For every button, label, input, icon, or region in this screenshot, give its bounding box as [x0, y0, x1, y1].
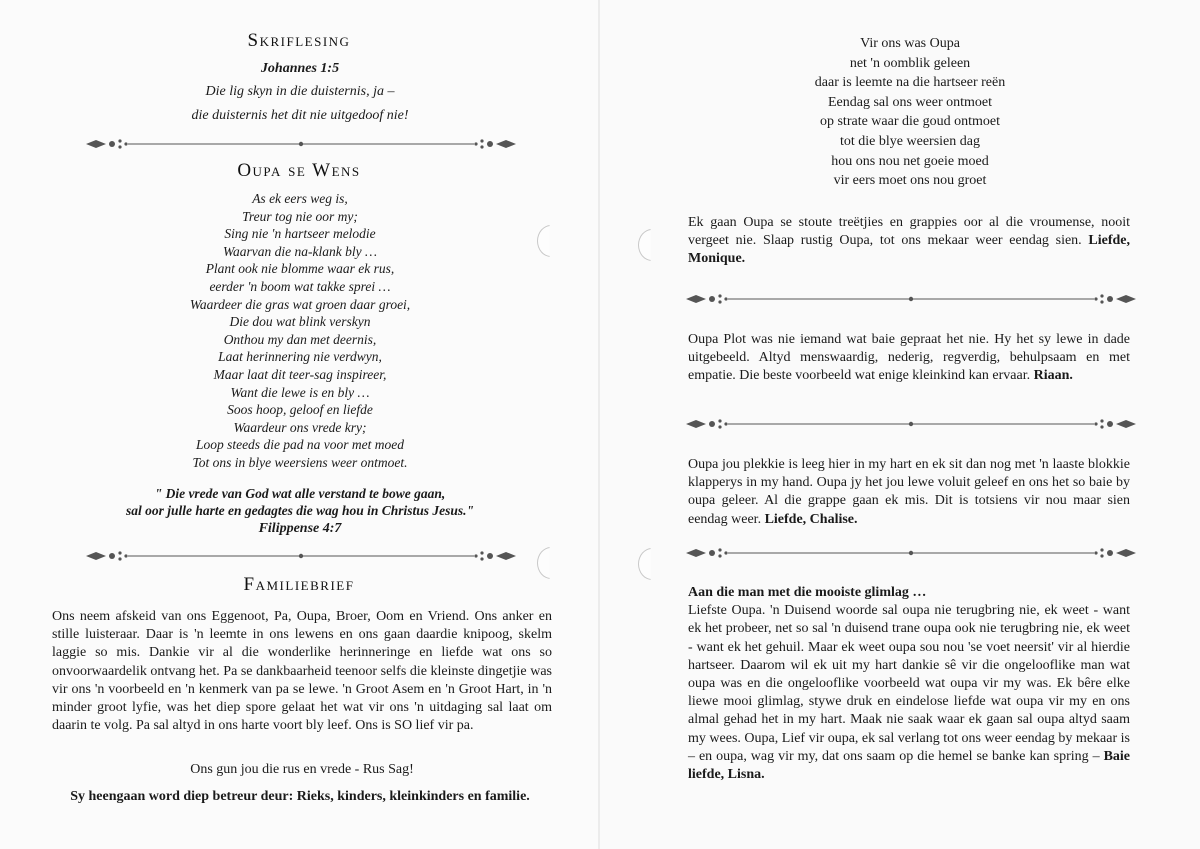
oupa-se-wens-poem	[100, 190, 500, 472]
tribute-lisna	[688, 584, 1130, 784]
quote-line: " Die vrede van God wat alle verstand te bowe gaan,	[154, 486, 446, 501]
filippense-quote	[60, 485, 540, 539]
tribute-body: Ek gaan Oupa se stoute treëtjies en grappies oor al die vroumense, nooit vergeet nie. Slaap rustig Oupa, tot ons mekaar weer eendag sien.	[688, 215, 1130, 249]
tribute-title: Aan die man met die mooiste glimlag …	[688, 585, 927, 600]
ornament-divider	[686, 545, 1136, 561]
mourners-line: Sy heengaan word diep betreur deur: Rieks, kinders, kleinkinders en familie.	[70, 789, 530, 804]
ornament-divider	[86, 136, 516, 152]
oupa-se-wens-heading: Oupa se Wens	[237, 160, 361, 181]
poem-line: Laat herinnering nie verdwyn,	[218, 349, 382, 365]
poem-line: Sing nie 'n hartseer melodie	[224, 226, 376, 242]
tribute-chalise	[688, 456, 1130, 529]
scripture-line: die duisternis het dit nie uitgedoof nie!	[191, 108, 409, 123]
tribute-signature: Riaan.	[1033, 368, 1073, 384]
poem-line: hou ons nou net goeie moed	[831, 153, 989, 169]
scripture-reference: Johannes 1:5	[260, 61, 340, 76]
skriflesing-heading: Skriflesing	[247, 30, 351, 51]
poem-line: Tot ons in blye weersiens weer ontmoet.	[192, 454, 408, 470]
farewell-line: Ons gun jou die rus en vrede - Rus Sag!	[190, 762, 414, 777]
poem-line: Soos hoop, geloof en liefde	[227, 402, 373, 418]
poem-line: eerder 'n boom wat takke sprei …	[209, 278, 391, 294]
poem-line: Vir ons was Oupa	[860, 36, 960, 51]
skriflesing-block	[100, 58, 500, 128]
quote-reference: Filippense 4:7	[258, 521, 342, 536]
tribute-monique	[688, 214, 1130, 269]
poem-line: daar is leemte na die hartseer reën	[814, 75, 1006, 91]
left-page	[0, 0, 598, 849]
poem-line: Maar laat dit teer-sag inspireer,	[213, 366, 387, 382]
tribute-riaan	[688, 331, 1130, 386]
familiebrief-heading: Familiebrief	[243, 574, 355, 595]
poem-line: vir eers moet ons nou groet	[833, 173, 987, 189]
poem-line: net 'n oomblik geleen	[849, 55, 971, 71]
poem-line: As ek eers weg is,	[252, 191, 348, 206]
quote-line: sal oor julle harte en gedagtes die wag hou in Christus Jesus."	[125, 503, 475, 518]
familiebrief-body: Ons neem afskeid van ons Eggenoot, Pa, Oupa, Broer, Oom en Vriend. Ons anker en stille luisteraar. Daar is 'n leemte in ons lewens en ons gaan daardie knipoog, skelm laggie so mis. Dankie vir al die wonderlike herinneringe en liefde wat ons so onvoorwaardelik ontvang het. Pa se dankbaarheid teenoor selfs die kleinste dingetjie was vir ons 'n voorbeeld en 'n kenmerk van pa se lewe. 'n Groot Asem en 'n Groot Hart, in 'n minder groot lyfie, was het diep spore gelaat het wat vir ons 'n uitdaging sal laat om daarin te volg. Pa sal altyd in ons harte voort bly leef. Ons is SO lief vir pa.	[52, 609, 552, 734]
poem-line: op strate waar die goud ontmoet	[819, 114, 1000, 130]
tribute-body: Oupa Plot was nie iemand wat baie gepraat het nie. Hy het sy lewe in dade uitgebeeld. Altyd menswaardig, nederig, regverdig, behulpsaam en met empatie. Die beste voorbeeld wat enige kleinkind kan ervaar.	[688, 332, 1130, 384]
poem-line: Die dou wat blink verskyn	[229, 314, 371, 330]
ornament-divider	[86, 548, 516, 564]
right-page	[600, 0, 1200, 849]
poem-line: Waardeer die gras wat groen daar groei,	[189, 296, 411, 312]
poem-line: Want die lewe is en bly …	[230, 384, 370, 400]
poem-line: tot die blye weersien dag	[840, 133, 980, 149]
poem-line: Onthou my dan met deernis,	[223, 331, 377, 347]
scripture-line: Die lig skyn in die duisternis, ja –	[205, 84, 395, 99]
poem-line: Plant ook nie blomme waar ek rus,	[205, 261, 395, 277]
tribute-body: Oupa jou plekkie is leeg hier in my hart en ek sit dan nog met 'n laaste blokkie klapperys in my hand. Oupa jy het jou lewe voluit geleef en ons het so baie by oupa geleer. Al die grappe gaan ek mis. Dit is totsiens vir nou maar sien eendag weer.	[688, 457, 1130, 527]
poem-line: Loop steeds die pad na voor met moed	[195, 437, 405, 453]
ornament-divider	[686, 416, 1136, 432]
poem-line: Waardeur ons vrede kry;	[233, 419, 367, 435]
poem-line: Treur tog nie oor my;	[242, 208, 358, 224]
tribute-signature: Baie liefde, Lisna.	[688, 748, 1131, 783]
tribute-signature: Liefde, Monique.	[688, 233, 1130, 267]
poem-line: Waarvan die na-klank bly …	[223, 243, 377, 259]
ornament-divider	[686, 291, 1136, 307]
right-poem	[710, 34, 1110, 191]
poem-line: Eendag sal ons weer ontmoet	[827, 94, 993, 110]
tribute-body: Liefste Oupa. 'n Duisend woorde sal oupa nie terugbring nie, ek weet - want ek het probeer, net so sal 'n duisend trane oupa ook nie terugbring nie, ek weet - want ek het gehuil. Maar ek weet oupa sou nou 'se voet neersit' vir al hierdie hartseer. Daarom wil ek uit my hart dankie sê vir die ongelooflike man wat oupa was en die ongelooflike voorbeeld wat oupa vir my was. Ek bêre elke liewe mooi glimlag, stywe druk en eindelose liefde wat oupa vir my en ons almal gehad het in my hart. Maak nie saak waar ek gaan sal oupa altyd saam my wees. Oupa, Lief vir oupa, ek sal verlang tot ons weer eendag by mekaar is – en oupa, wag vir my, dat ons saam op die hemel se banke kan spring –	[688, 603, 1130, 764]
tribute-signature: Liefde, Chalise.	[764, 511, 858, 527]
